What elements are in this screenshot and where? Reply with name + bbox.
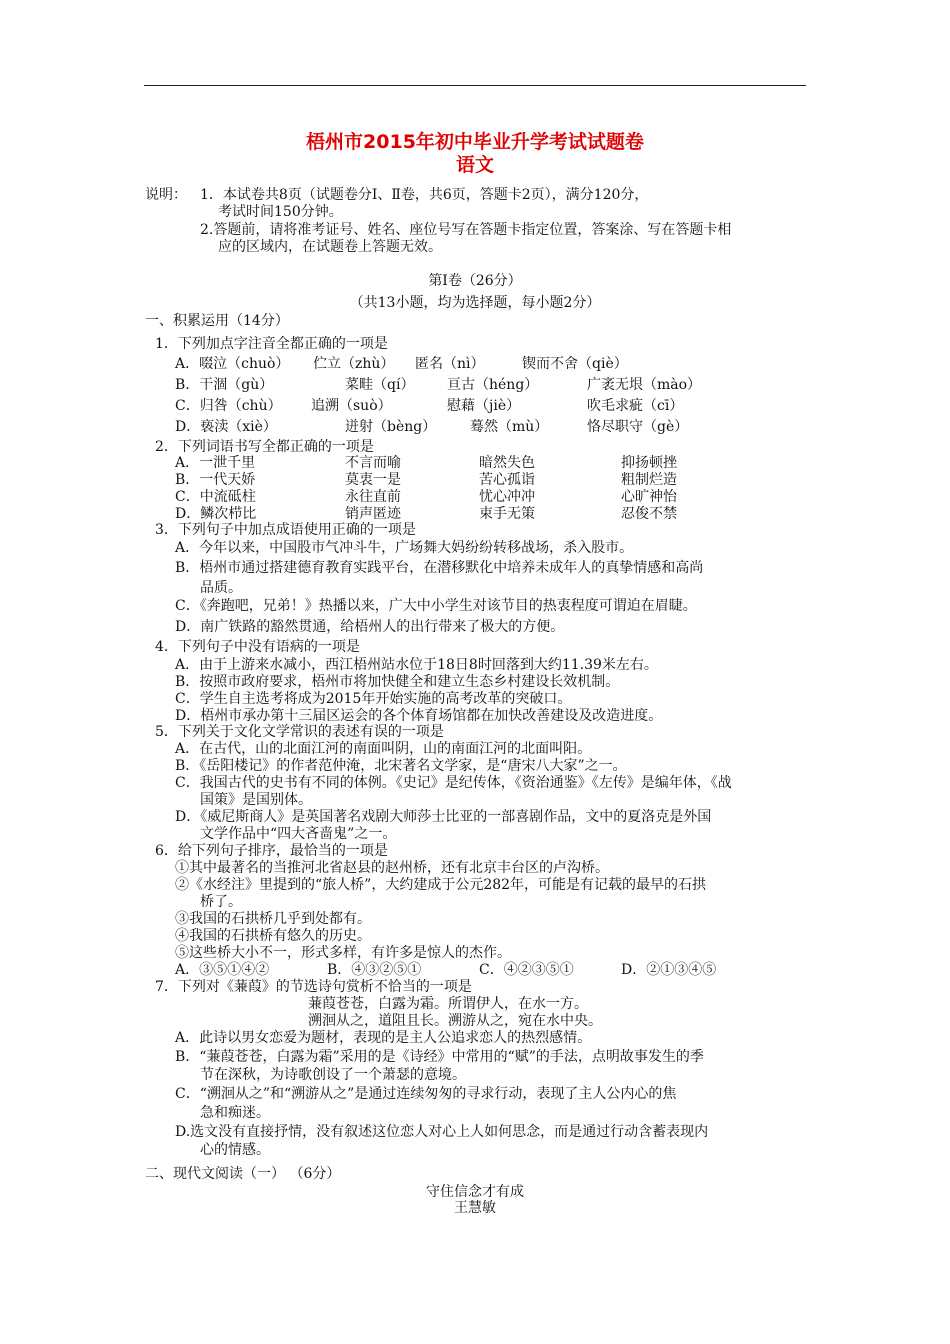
section-1-heading: 一、积累运用（14分）	[145, 313, 289, 329]
q1-option: 锲而不舍（qiè）	[522, 356, 628, 372]
article-author: 王慧敏	[454, 1200, 496, 1216]
note-2b: 应的区域内，在试题卷上答题无效。	[218, 239, 442, 255]
q4-option-c: C．学生自主选考将成为2015年开始实施的高考改革的突破口。	[175, 691, 572, 707]
q2-option: 不言而喻	[345, 455, 401, 471]
q1-option: 恪尽职守（gè）	[587, 419, 689, 435]
q1-option: 迸射（bèng）	[345, 419, 437, 435]
q6-sentence: ②《水经注》里提到的“旅人桥”，大约建成于公元282年，可能是有记载的最早的石拱	[175, 877, 707, 893]
q4-stem: 4．下列句子中没有语病的一项是	[155, 639, 360, 655]
q7-option-a: A．此诗以男女恋爱为题材，表现的是主人公追求恋人的热烈感情。	[175, 1030, 592, 1046]
note-1b: 考试时间150分钟。	[218, 204, 343, 220]
q1-option: 伫立（zhù）	[313, 356, 395, 372]
q7-poem-line: 溯洄从之，道阻且长。溯游从之，宛在水中央。	[308, 1013, 602, 1029]
q7-stem: 7．下列对《蒹葭》的节选诗句赏析不恰当的一项是	[155, 979, 472, 995]
q7-option-d-cont: 心的情感。	[200, 1142, 270, 1158]
q1-option: 匿名（nì）	[415, 356, 485, 372]
q5-option-a: A．在古代，山的北面江河的南面叫阴，山的南面江河的北面叫阳。	[175, 741, 592, 757]
q1-option: 慰藉（jiè）	[447, 398, 521, 414]
q1-option: 吹毛求疵（cī）	[587, 398, 684, 414]
q6-sentence: ③我国的石拱桥几乎到处都有。	[175, 911, 371, 927]
q7-option-b: B．“蒹葭苍苍，白露为霜”采用的是《诗经》中常用的“赋”的手法，点明故事发生的季	[175, 1049, 704, 1065]
q1-stem: 1．下列加点字注音全都正确的一项是	[155, 336, 388, 352]
exam-title: 梧州市2015年初中毕业升学考试试题卷	[306, 131, 644, 153]
q1-option: 追溯（suò）	[311, 398, 392, 414]
q3-stem: 3．下列句子中加点成语使用正确的一项是	[155, 522, 416, 538]
article-title: 守住信念才有成	[426, 1184, 524, 1200]
q2-option: 忍俊不禁	[621, 506, 677, 522]
q6-stem: 6．给下列句子排序，最恰当的一项是	[155, 843, 388, 859]
note-2a: 2.答题前，请将准考证号、姓名、座位号写在答题卡指定位置，答案涂、写在答题卡相	[200, 222, 732, 238]
notes-label: 说明：	[145, 187, 187, 203]
q6-choice: A．③⑤①④②	[175, 962, 270, 978]
q7-option-d: D.选文没有直接抒情，没有叙述这位恋人对心上人如何思念，而是通过行动含蓄表现内	[175, 1124, 709, 1140]
part1-title: 第Ⅰ卷（26分）	[428, 273, 522, 289]
q6-sentence: ④我国的石拱桥有悠久的历史。	[175, 928, 371, 944]
q2-option: 心旷神怡	[621, 489, 677, 505]
q2-option: 暗然失色	[479, 455, 535, 471]
q6-choice: D．②①③④⑤	[621, 962, 717, 978]
q4-option-a: A．由于上游来水减小，西江梧州站水位于18日8时回落到大约11.39米左右。	[175, 657, 658, 673]
q2-option: 永往直前	[345, 489, 401, 505]
q1-option: C．归咎（chù）	[175, 398, 282, 414]
q4-option-b: B．按照市政府要求，梧州市将加快健全和建立生态乡村建设长效机制。	[175, 674, 620, 690]
q7-option-c: C．“溯洄从之”和“溯游从之”是通过连续匆匆的寻求行动，表现了主人公内心的焦	[175, 1086, 677, 1102]
q6-sentence-cont: 桥了。	[200, 894, 242, 910]
exam-subject: 语文	[455, 154, 494, 176]
q5-option-d: D．《威尼斯商人》是英国著名戏剧大师莎士比亚的一部喜剧作品，文中的夏洛克是外国	[175, 809, 712, 825]
q1-option: B．干涸（gù）	[175, 377, 274, 393]
q2-option: B．一代天娇	[175, 472, 256, 488]
q2-option: 莫衷一是	[345, 472, 401, 488]
q2-option: 束手无策	[479, 506, 535, 522]
q5-option-d-cont: 文学作品中“四大吝啬鬼”之一。	[200, 826, 397, 842]
q2-option: 销声匿迹	[345, 506, 401, 522]
q5-option-c: C．我国古代的史书有不同的体例。《史记》是纪传体，《资治通鉴》《左传》是编年体，《战	[175, 775, 732, 791]
section-2-heading: 二、现代文阅读（一） （6分）	[145, 1166, 341, 1182]
q3-option-a: A．今年以来，中国股市气冲斗牛，广场舞大妈纷纷转移战场，杀入股市。	[175, 540, 634, 556]
q2-option: C．中流砥柱	[175, 489, 256, 505]
q1-option: 亘古（héng）	[447, 377, 539, 393]
q3-option-b: B．梧州市通过搭建德育教育实践平台，在潜移默化中培养未成年人的真挚情感和高尚	[175, 560, 704, 576]
q3-option-b-cont: 品质。	[200, 580, 242, 596]
q2-option: A．一泄千里	[175, 455, 256, 471]
q1-option: 广袤无垠（mào）	[587, 377, 702, 393]
q1-option: A．啜泣（chuò）	[175, 356, 290, 372]
q7-poem-line: 蒹葭苍苍，白露为霜。所谓伊人，在水一方。	[308, 996, 588, 1012]
q2-stem: 2．下列词语书写全都正确的一项是	[155, 439, 374, 455]
q5-option-c-cont: 国策》是国别体。	[200, 792, 312, 808]
q1-option: 菜畦（qí）	[345, 377, 415, 393]
q2-option: 抑扬顿挫	[621, 455, 677, 471]
q4-option-d: D．梧州市承办第十三届区运会的各个体育场馆都在加快改善建设及改造进度。	[175, 708, 663, 724]
q6-sentence: ⑤这些桥大小不一，形式多样，有许多是惊人的杰作。	[175, 945, 511, 961]
q5-stem: 5．下列关于文化文学常识的表述有误的一项是	[155, 724, 444, 740]
q2-option: 忧心冲冲	[479, 489, 535, 505]
q5-option-b: B．《岳阳楼记》的作者范仲淹，北宋著名文学家，是“唐宋八大家”之一。	[175, 758, 627, 774]
header-rule	[144, 85, 806, 86]
q6-choice: B．④③②⑤①	[327, 962, 422, 978]
q2-option: 苦心孤诣	[479, 472, 535, 488]
part1-subtitle: （共13小题，均为选择题，每小题2分）	[349, 295, 601, 311]
q2-option: D．鳞次栉比	[175, 506, 257, 522]
q3-option-c: C．《奔跑吧，兄弟！》热播以来，广大中小学生对该节目的热衷程度可谓迫在眉睫。	[175, 598, 697, 614]
q1-option: 蓦然（mù）	[470, 419, 549, 435]
q6-sentence: ①其中最著名的当推河北省赵县的赵州桥，还有北京丰台区的卢沟桥。	[175, 860, 609, 876]
note-1a: 1．本试卷共8页（试题卷分Ⅰ、Ⅱ卷，共6页，答题卡2页），满分120分，	[200, 187, 649, 203]
q1-option: D．亵渎（xiè）	[175, 419, 277, 435]
q7-option-c-cont: 急和痴迷。	[200, 1105, 270, 1121]
q7-option-b-cont: 节在深秋，为诗歌创设了一个萧瑟的意境。	[200, 1067, 466, 1083]
q3-option-d: D．南广铁路的豁然贯通，给梧州人的出行带来了极大的方便。	[175, 619, 565, 635]
q2-option: 粗制烂造	[621, 472, 677, 488]
q6-choice: C．④②③⑤①	[479, 962, 574, 978]
